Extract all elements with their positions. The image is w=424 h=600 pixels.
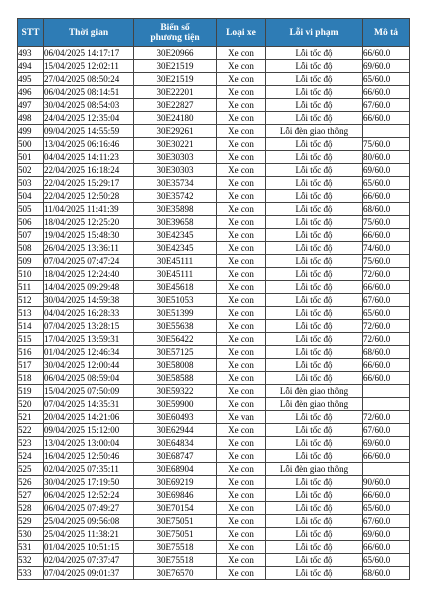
table-row [18,164,410,177]
header-plate-line1: Biển số [160,22,190,33]
table-row [18,255,410,268]
header-stt: STT [18,19,44,47]
cell-stt: 502 [18,164,44,177]
cell-vehicle-type: Xe con [217,216,266,229]
cell-plate: 30E21519 [134,60,217,73]
cell-time: 13/04/2025 06:16:46 [44,138,134,151]
table-row [18,411,410,424]
cell-violation: Lỗi tốc độ [266,541,363,554]
cell-stt: 513 [18,307,44,320]
cell-description: 69/60.0 [363,60,410,73]
cell-description: 66/60.0 [363,541,410,554]
cell-plate: 30E30303 [134,151,217,164]
cell-violation: Lỗi tốc độ [266,242,363,255]
cell-time: 07/04/2025 07:47:24 [44,255,134,268]
cell-plate: 30E57125 [134,346,217,359]
cell-plate: 30E24180 [134,112,217,125]
cell-plate: 30E59900 [134,398,217,411]
table-row [18,294,410,307]
cell-description: 65/60.0 [363,554,410,567]
cell-plate: 30E35742 [134,190,217,203]
cell-stt: 522 [18,424,44,437]
cell-violation: Lỗi tốc độ [266,437,363,450]
cell-time: 07/04/2025 14:35:31 [44,398,134,411]
cell-stt: 495 [18,73,44,86]
cell-time: 20/04/2025 14:21:06 [44,411,134,424]
cell-plate: 30E21519 [134,73,217,86]
cell-violation: Lỗi đèn giao thông [266,385,363,398]
cell-description: 66/60.0 [363,47,410,60]
cell-time: 25/04/2025 11:38:21 [44,528,134,541]
cell-vehicle-type: Xe con [217,372,266,385]
cell-stt: 512 [18,294,44,307]
cell-description: 69/60.0 [363,164,410,177]
cell-vehicle-type: Xe con [217,424,266,437]
cell-violation: Lỗi đèn giao thông [266,398,363,411]
cell-stt: 520 [18,398,44,411]
cell-time: 06/04/2025 07:49:27 [44,502,134,515]
cell-plate: 30E69846 [134,489,217,502]
cell-stt: 533 [18,567,44,580]
cell-stt: 500 [18,138,44,151]
cell-stt: 521 [18,411,44,424]
cell-plate: 30E64834 [134,437,217,450]
cell-plate: 30E45111 [134,255,217,268]
cell-vehicle-type: Xe con [217,242,266,255]
cell-stt: 526 [18,476,44,489]
cell-time: 06/04/2025 14:17:17 [44,47,134,60]
cell-time: 30/04/2025 08:54:03 [44,99,134,112]
cell-violation: Lỗi tốc độ [266,515,363,528]
cell-vehicle-type: Xe con [217,268,266,281]
table-row [18,528,410,541]
cell-vehicle-type: Xe con [217,567,266,580]
cell-violation: Lỗi tốc độ [266,86,363,99]
cell-vehicle-type: Xe con [217,450,266,463]
cell-vehicle-type: Xe con [217,99,266,112]
cell-vehicle-type: Xe con [217,151,266,164]
cell-description [363,398,410,411]
cell-time: 19/04/2025 15:48:30 [44,229,134,242]
cell-plate: 30E76570 [134,567,217,580]
cell-plate: 30E62944 [134,424,217,437]
cell-time: 06/04/2025 08:59:04 [44,372,134,385]
cell-violation: Lỗi tốc độ [266,307,363,320]
cell-violation: Lỗi tốc độ [266,567,363,580]
header-violation: Lỗi vi phạm [266,19,363,47]
cell-plate: 30E75518 [134,554,217,567]
cell-description: 75/60.0 [363,138,410,151]
cell-vehicle-type: Xe con [217,333,266,346]
table-row [18,489,410,502]
cell-description: 68/60.0 [363,346,410,359]
cell-description: 69/60.0 [363,528,410,541]
cell-violation: Lỗi tốc độ [266,190,363,203]
cell-description: 75/60.0 [363,255,410,268]
cell-violation: Lỗi tốc độ [266,177,363,190]
cell-time: 09/04/2025 14:55:59 [44,125,134,138]
table-row [18,424,410,437]
cell-violation: Lỗi tốc độ [266,281,363,294]
cell-time: 26/04/2025 13:36:11 [44,242,134,255]
cell-stt: 523 [18,437,44,450]
cell-vehicle-type: Xe con [217,177,266,190]
cell-stt: 493 [18,47,44,60]
cell-vehicle-type: Xe con [217,346,266,359]
cell-stt: 530 [18,528,44,541]
cell-vehicle-type: Xe con [217,190,266,203]
cell-time: 22/04/2025 12:50:28 [44,190,134,203]
cell-plate: 30E68904 [134,463,217,476]
table-row [18,73,410,86]
cell-violation: Lỗi tốc độ [266,255,363,268]
cell-time: 02/04/2025 07:35:11 [44,463,134,476]
cell-stt: 507 [18,229,44,242]
cell-plate: 30E39658 [134,216,217,229]
cell-stt: 519 [18,385,44,398]
cell-vehicle-type: Xe con [217,398,266,411]
cell-description: 66/60.0 [363,86,410,99]
table-row [18,281,410,294]
cell-plate: 30E69219 [134,476,217,489]
header-plate-line2: phương tiện [150,32,200,43]
cell-time: 15/04/2025 12:02:11 [44,60,134,73]
cell-vehicle-type: Xe con [217,320,266,333]
cell-time: 27/04/2025 08:50:24 [44,73,134,86]
cell-stt: 494 [18,60,44,73]
cell-time: 04/04/2025 14:11:23 [44,151,134,164]
cell-description: 72/60.0 [363,411,410,424]
cell-description: 68/60.0 [363,567,410,580]
table-row [18,476,410,489]
table-row [18,47,410,60]
cell-plate: 30E45618 [134,281,217,294]
cell-stt: 501 [18,151,44,164]
cell-description: 67/60.0 [363,99,410,112]
cell-violation: Lỗi tốc độ [266,476,363,489]
table-row [18,86,410,99]
cell-vehicle-type: Xe con [217,385,266,398]
cell-violation: Lỗi đèn giao thông [266,463,363,476]
cell-description: 67/60.0 [363,424,410,437]
cell-vehicle-type: Xe con [217,86,266,99]
cell-vehicle-type: Xe con [217,203,266,216]
cell-stt: 516 [18,346,44,359]
table-row [18,203,410,216]
table-row [18,554,410,567]
cell-violation: Lỗi tốc độ [266,346,363,359]
cell-time: 15/04/2025 07:50:09 [44,385,134,398]
cell-violation: Lỗi tốc độ [266,450,363,463]
cell-plate: 30E51399 [134,307,217,320]
cell-stt: 503 [18,177,44,190]
cell-violation: Lỗi tốc độ [266,60,363,73]
cell-vehicle-type: Xe con [217,528,266,541]
cell-stt: 504 [18,190,44,203]
cell-plate: 30E22201 [134,86,217,99]
cell-vehicle-type: Xe con [217,255,266,268]
cell-plate: 30E75051 [134,515,217,528]
table-row [18,125,410,138]
cell-description [363,125,410,138]
cell-time: 30/04/2025 14:59:38 [44,294,134,307]
cell-stt: 506 [18,216,44,229]
cell-description: 66/60.0 [363,372,410,385]
cell-violation: Lỗi tốc độ [266,528,363,541]
cell-stt: 497 [18,99,44,112]
cell-vehicle-type: Xe con [217,112,266,125]
cell-stt: 528 [18,502,44,515]
cell-plate: 30E35734 [134,177,217,190]
header-plate [134,19,217,47]
cell-violation: Lỗi tốc độ [266,268,363,281]
cell-vehicle-type: Xe con [217,554,266,567]
cell-description: 66/60.0 [363,359,410,372]
cell-plate: 30E75051 [134,528,217,541]
cell-description: 66/60.0 [363,112,410,125]
cell-description: 65/60.0 [363,502,410,515]
cell-violation: Lỗi tốc độ [266,99,363,112]
cell-time: 17/04/2025 13:59:31 [44,333,134,346]
cell-stt: 518 [18,372,44,385]
cell-stt: 514 [18,320,44,333]
cell-stt: 527 [18,489,44,502]
table-row [18,307,410,320]
cell-violation: Lỗi tốc độ [266,359,363,372]
cell-violation: Lỗi tốc độ [266,216,363,229]
cell-stt: 524 [18,450,44,463]
cell-description: 90/60.0 [363,476,410,489]
violations-table [17,18,410,580]
cell-violation: Lỗi tốc độ [266,73,363,86]
cell-violation: Lỗi tốc độ [266,320,363,333]
cell-time: 11/04/2025 11:41:39 [44,203,134,216]
header-vehicle-type: Loại xe [217,19,266,47]
cell-time: 22/04/2025 16:18:24 [44,164,134,177]
cell-stt: 499 [18,125,44,138]
cell-vehicle-type: Xe con [217,476,266,489]
table-header [18,19,410,47]
cell-vehicle-type: Xe van [217,411,266,424]
cell-violation: Lỗi tốc độ [266,203,363,216]
cell-stt: 532 [18,554,44,567]
cell-description: 66/60.0 [363,229,410,242]
table-row [18,151,410,164]
cell-violation: Lỗi tốc độ [266,372,363,385]
cell-vehicle-type: Xe con [217,294,266,307]
cell-vehicle-type: Xe con [217,47,266,60]
cell-vehicle-type: Xe con [217,437,266,450]
cell-plate: 30E59322 [134,385,217,398]
table-row [18,359,410,372]
cell-time: 14/04/2025 09:29:48 [44,281,134,294]
cell-violation: Lỗi tốc độ [266,294,363,307]
cell-description: 66/60.0 [363,489,410,502]
cell-vehicle-type: Xe con [217,281,266,294]
cell-time: 18/04/2025 12:24:40 [44,268,134,281]
cell-violation: Lỗi tốc độ [266,138,363,151]
table-row [18,437,410,450]
table-row [18,138,410,151]
cell-description: 72/60.0 [363,320,410,333]
cell-vehicle-type: Xe con [217,138,266,151]
cell-vehicle-type: Xe con [217,359,266,372]
table-row [18,502,410,515]
table-row [18,320,410,333]
table-row [18,346,410,359]
table-row [18,398,410,411]
cell-stt: 498 [18,112,44,125]
cell-plate: 30E30303 [134,164,217,177]
table-body [18,47,410,580]
cell-time: 06/04/2025 12:52:24 [44,489,134,502]
cell-violation: Lỗi tốc độ [266,229,363,242]
table-row [18,112,410,125]
cell-violation: Lỗi đèn giao thông [266,125,363,138]
cell-vehicle-type: Xe con [217,73,266,86]
cell-description: 66/60.0 [363,190,410,203]
cell-time: 07/04/2025 09:01:37 [44,567,134,580]
cell-stt: 509 [18,255,44,268]
cell-plate: 30E70154 [134,502,217,515]
cell-violation: Lỗi tốc độ [266,489,363,502]
cell-violation: Lỗi tốc độ [266,502,363,515]
cell-description: 66/60.0 [363,450,410,463]
cell-time: 01/04/2025 12:46:34 [44,346,134,359]
cell-plate: 30E56422 [134,333,217,346]
cell-time: 13/04/2025 13:00:04 [44,437,134,450]
cell-description: 67/60.0 [363,515,410,528]
cell-description: 65/60.0 [363,177,410,190]
cell-plate: 30E42345 [134,242,217,255]
cell-plate: 30E58588 [134,372,217,385]
cell-time: 04/04/2025 16:28:33 [44,307,134,320]
table-row [18,229,410,242]
cell-stt: 508 [18,242,44,255]
header-description: Mô tả [363,19,410,47]
cell-time: 30/04/2025 12:00:44 [44,359,134,372]
cell-vehicle-type: Xe con [217,229,266,242]
cell-description [363,385,410,398]
table-row [18,450,410,463]
cell-violation: Lỗi tốc độ [266,112,363,125]
cell-plate: 30E60493 [134,411,217,424]
cell-plate: 30E22827 [134,99,217,112]
cell-stt: 525 [18,463,44,476]
cell-violation: Lỗi tốc độ [266,424,363,437]
cell-description: 75/60.0 [363,216,410,229]
table-row [18,372,410,385]
table-row [18,242,410,255]
cell-plate: 30E68747 [134,450,217,463]
cell-vehicle-type: Xe con [217,125,266,138]
cell-vehicle-type: Xe con [217,541,266,554]
cell-plate: 30E20966 [134,47,217,60]
cell-time: 09/04/2025 15:12:00 [44,424,134,437]
cell-plate: 30E45111 [134,268,217,281]
table-row [18,190,410,203]
table-row [18,463,410,476]
cell-description [363,463,410,476]
cell-stt: 515 [18,333,44,346]
table-row [18,333,410,346]
cell-plate: 30E29261 [134,125,217,138]
cell-violation: Lỗi tốc độ [266,411,363,424]
cell-plate: 30E75518 [134,541,217,554]
header-time: Thời gian [44,19,134,47]
cell-stt: 510 [18,268,44,281]
cell-vehicle-type: Xe con [217,164,266,177]
cell-description: 68/60.0 [363,203,410,216]
cell-violation: Lỗi tốc độ [266,554,363,567]
cell-stt: 496 [18,86,44,99]
table-row [18,515,410,528]
table-row [18,567,410,580]
cell-stt: 531 [18,541,44,554]
table-row [18,177,410,190]
cell-description: 67/60.0 [363,294,410,307]
cell-time: 22/04/2025 15:29:17 [44,177,134,190]
cell-vehicle-type: Xe con [217,502,266,515]
cell-description: 66/60.0 [363,281,410,294]
cell-plate: 30E58008 [134,359,217,372]
cell-description: 72/60.0 [363,268,410,281]
table-row [18,216,410,229]
cell-violation: Lỗi tốc độ [266,164,363,177]
table-row [18,268,410,281]
cell-stt: 505 [18,203,44,216]
cell-description: 80/60.0 [363,151,410,164]
cell-vehicle-type: Xe con [217,307,266,320]
cell-description: 65/60.0 [363,73,410,86]
cell-time: 02/04/2025 07:37:47 [44,554,134,567]
cell-time: 16/04/2025 12:50:46 [44,450,134,463]
cell-violation: Lỗi tốc độ [266,47,363,60]
cell-time: 06/04/2025 08:14:51 [44,86,134,99]
cell-stt: 517 [18,359,44,372]
table-row [18,60,410,73]
cell-violation: Lỗi tốc độ [266,151,363,164]
cell-description: 65/60.0 [363,307,410,320]
cell-time: 07/04/2025 13:28:15 [44,320,134,333]
table-row [18,99,410,112]
cell-description: 69/60.0 [363,437,410,450]
table-row [18,541,410,554]
cell-plate: 30E35898 [134,203,217,216]
table-row [18,385,410,398]
header-row [18,19,410,47]
cell-time: 30/04/2025 17:19:50 [44,476,134,489]
cell-vehicle-type: Xe con [217,463,266,476]
cell-vehicle-type: Xe con [217,515,266,528]
cell-vehicle-type: Xe con [217,489,266,502]
cell-plate: 30E30221 [134,138,217,151]
cell-description: 72/60.0 [363,333,410,346]
cell-plate: 30E42345 [134,229,217,242]
cell-plate: 30E51053 [134,294,217,307]
cell-time: 01/04/2025 10:51:15 [44,541,134,554]
cell-plate: 30E55638 [134,320,217,333]
cell-time: 24/04/2025 12:35:04 [44,112,134,125]
cell-stt: 511 [18,281,44,294]
cell-time: 25/04/2025 09:56:08 [44,515,134,528]
cell-description: 74/60.0 [363,242,410,255]
cell-vehicle-type: Xe con [217,60,266,73]
cell-time: 18/04/2025 12:25:20 [44,216,134,229]
cell-stt: 529 [18,515,44,528]
cell-violation: Lỗi tốc độ [266,333,363,346]
